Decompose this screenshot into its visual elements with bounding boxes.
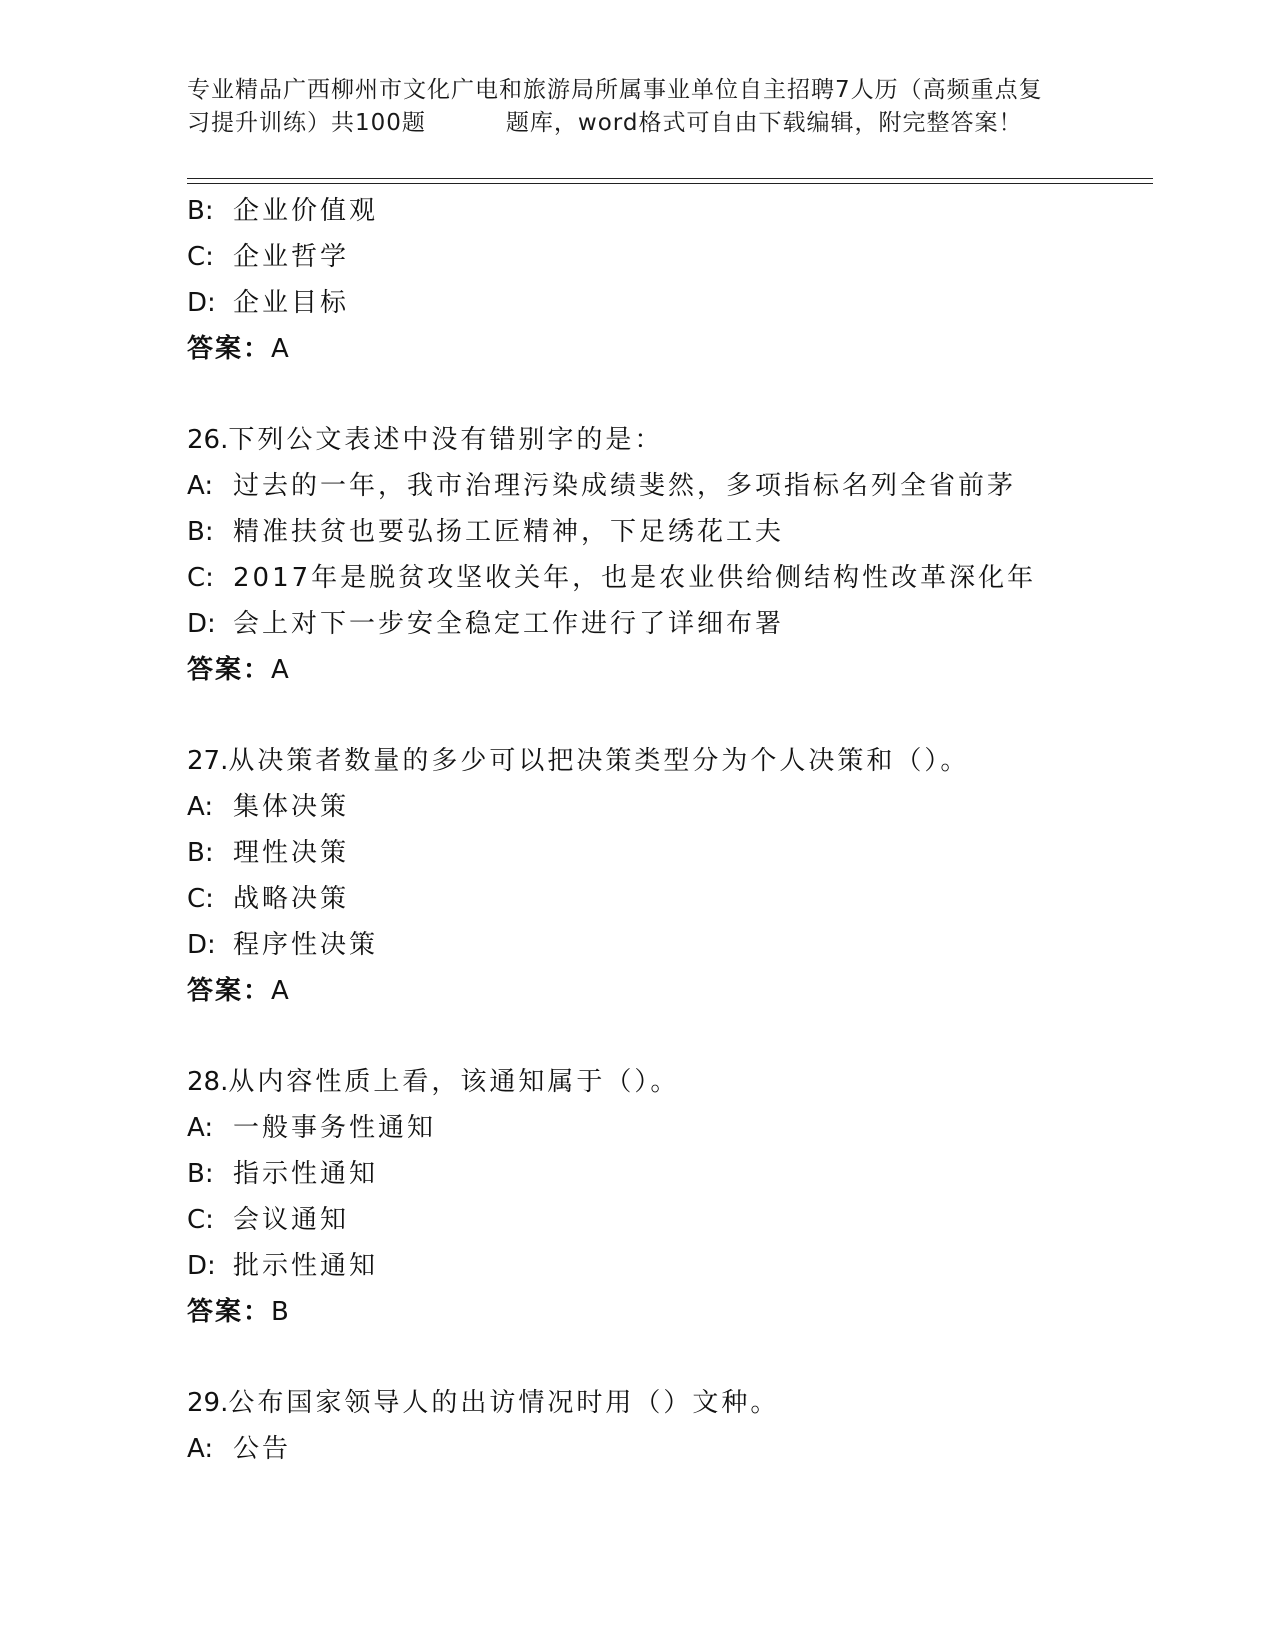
question-stem	[187, 1380, 1147, 1426]
question-27	[187, 738, 1147, 1014]
question-text: 公布国家领导人的出访情况时用（）文种。	[228, 1388, 780, 1418]
option-c	[187, 555, 1147, 601]
answer-line	[187, 326, 1147, 372]
header-divider-bottom	[187, 183, 1153, 184]
option-a	[187, 1105, 1147, 1151]
question-text: 从内容性质上看，该通知属于（）。	[228, 1067, 680, 1097]
option-key: B:	[187, 1159, 214, 1189]
option-key: C:	[187, 563, 214, 593]
option-text: 理性决策	[233, 838, 350, 868]
option-key: D:	[187, 288, 216, 318]
question-stem	[187, 417, 1147, 463]
option-text: 会上对下一步安全稳定工作进行了详细布署	[233, 609, 785, 639]
option-text: 企业价值观	[233, 196, 379, 226]
option-key: A:	[187, 1113, 214, 1143]
option-a	[187, 784, 1147, 830]
option-d	[187, 280, 1147, 326]
option-c	[187, 234, 1147, 280]
answer-line	[187, 1289, 1147, 1335]
option-key: B:	[187, 517, 214, 547]
answer-label: 答案：	[187, 655, 272, 685]
option-b	[187, 509, 1147, 555]
header-line-2-part-1: 习提升训练）共100题	[187, 110, 426, 136]
option-key: D:	[187, 930, 216, 960]
answer-label: 答案：	[187, 334, 272, 364]
option-text: 2017年是脱贫攻坚收关年，也是农业供给侧结构性改革深化年	[233, 563, 1037, 593]
partial-question	[187, 188, 1147, 372]
question-number: 27.	[187, 746, 229, 776]
option-key: D:	[187, 1251, 216, 1281]
answer-line	[187, 647, 1147, 693]
option-key: A:	[187, 1434, 214, 1464]
option-d	[187, 922, 1147, 968]
question-number: 28.	[187, 1067, 229, 1097]
option-text: 公告	[233, 1434, 292, 1464]
question-stem	[187, 738, 1147, 784]
answer-label: 答案：	[187, 1297, 272, 1327]
option-c	[187, 876, 1147, 922]
option-d	[187, 1243, 1147, 1289]
answer-value: A	[271, 334, 290, 364]
option-text: 程序性决策	[233, 930, 379, 960]
option-key: C:	[187, 884, 214, 914]
page-header	[187, 74, 1087, 140]
option-key: A:	[187, 471, 214, 501]
header-line-2-part-2: 题库，word格式可自由下载编辑，附完整答案！	[505, 110, 1023, 136]
question-number: 29.	[187, 1388, 229, 1418]
option-text: 企业哲学	[233, 242, 350, 272]
option-d	[187, 601, 1147, 647]
option-text: 批示性通知	[233, 1251, 379, 1281]
answer-value: B	[271, 1297, 290, 1327]
option-text: 集体决策	[233, 792, 350, 822]
option-a	[187, 1426, 1147, 1472]
answer-value: A	[271, 655, 290, 685]
header-line-2	[187, 107, 1087, 140]
option-b	[187, 830, 1147, 876]
option-text: 过去的一年，我市治理污染成绩斐然，多项指标名列全省前茅	[233, 471, 1017, 501]
question-29	[187, 1380, 1147, 1472]
option-key: B:	[187, 196, 214, 226]
option-text: 企业目标	[233, 288, 350, 318]
question-28	[187, 1059, 1147, 1335]
option-key: A:	[187, 792, 214, 822]
answer-line	[187, 968, 1147, 1014]
option-a	[187, 463, 1147, 509]
option-text: 精准扶贫也要弘扬工匠精神，下足绣花工夫	[233, 517, 785, 547]
question-text: 从决策者数量的多少可以把决策类型分为个人决策和（）。	[228, 746, 970, 776]
option-text: 指示性通知	[233, 1159, 379, 1189]
question-text: 下列公文表述中没有错别字的是：	[228, 425, 664, 455]
option-key: D:	[187, 609, 216, 639]
header-line-1: 专业精品广西柳州市文化广电和旅游局所属事业单位自主招聘7人历（高频重点复	[187, 77, 1043, 103]
question-26	[187, 417, 1147, 693]
option-c	[187, 1197, 1147, 1243]
option-text: 一般事务性通知	[233, 1113, 437, 1143]
option-key: B:	[187, 838, 214, 868]
option-text: 战略决策	[233, 884, 350, 914]
question-list	[187, 188, 1147, 1472]
answer-value: A	[271, 976, 290, 1006]
option-key: C:	[187, 1205, 214, 1235]
question-number: 26.	[187, 425, 229, 455]
header-divider-top	[187, 178, 1153, 179]
question-stem	[187, 1059, 1147, 1105]
option-text: 会议通知	[233, 1205, 350, 1235]
option-b	[187, 1151, 1147, 1197]
answer-label: 答案：	[187, 976, 272, 1006]
option-b	[187, 188, 1147, 234]
option-key: C:	[187, 242, 214, 272]
